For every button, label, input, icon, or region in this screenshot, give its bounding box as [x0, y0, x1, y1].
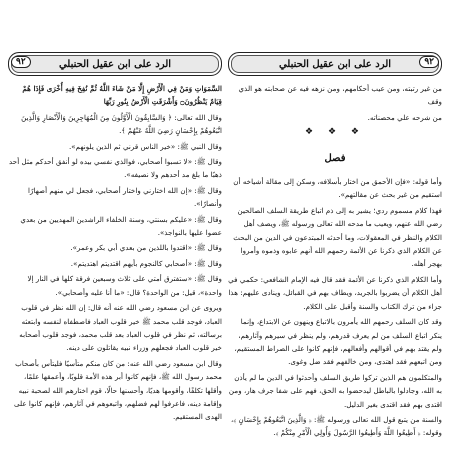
right-intro-2: من شرحه علي محصناته. [367, 112, 442, 122]
section-title: فصل [324, 152, 346, 164]
right-paragraph: وقد كان السلف رحمهم الله يأمرون بالاتباع وينهون عن الابتداع، وإنما ينكر اتباع السلف من لم يعرف قدرهم، ولم ينظر في سيرهم وآثارهم، ولم يقتد بهم في أقوالهم وأفعالهم، فإنهم كانوا على الصراط المستقيم، ومن اتبعهم فقد اهتدى، ومن خالفهم فقد ضل وغوى. [234, 317, 442, 367]
left-paragraph: وقال ﷺ: «لا تسبوا أصحابي، فوالذي نفسي بيده لو أنفق أحدكم مثل أحد ذهبًا ما بلغ مد أحدهم ولا نصيفه». [9, 157, 222, 180]
right-paragraph: وأما قوله: «فإن الأحمق من اختار بأسلافه، وسكن إلى مقالة أشياخه أن استقيم من غير بحث عن مقالتهم». [233, 177, 442, 200]
left-paragraph: وقال ﷺ: «ستفترق أمتي على ثلاث وسبعين فرقة كلها في النار إلا واحدة»، قيل: من الواحدة؟ قال: «ما أنا عليه وأصحابي». [27, 274, 222, 297]
left-paragraph: وقال الله تعالى: ﴿ وَالسَّابِقُونَ الْأَوَّلُونَ مِنَ الْمُهَاجِرِينَ وَالْأَنْصَارِ وَالَّذِينَ اتَّبَعُوهُمْ بِإِحْسَانٍ رَضِيَ اللَّهُ عَنْهُمْ ﴾. [21, 112, 222, 136]
right-intro: من غير رتبته، ومن عيب أحكامهم، ومن نزهه فيه عن صحابته هو الذي وقف [238, 84, 442, 107]
section-ornament: ❖ ❖ ❖ [305, 127, 365, 138]
right-paragraph: فهذا كلام مسموم ردي؛ يشير به إلى ذم اتباع طريقة السلف الصالحين رضي الله عنهم، ويعيب ما مدحه الله تعالى ورسوله ﷺ، ويصف أهل الكلام والنظر في المعقولات، وما أحدثه المبتدعون في الدين من البحث عن الكلام الذي ذكرنا عن الأئمة رحمهم الله أنهم عابوه وذموه وأمروا بهجر أهله. [233, 205, 442, 269]
left-paragraph: وقال ﷺ: «عليكم بسنتي، وسنة الخلفاء الراشدين المهديين من بعدي عضوا عليها بالنواجذ». [20, 214, 222, 238]
left-header-title: الرد على ابن عقيل الحنبلي [58, 58, 172, 70]
left-page-number: ٩٢ [11, 56, 31, 68]
left-paragraph: ويروى عن ابن مسعود رضي الله عنه أنه قال: إن الله نظر في قلوب العباد، فوجد قلب محمد ﷺ خير قلوب العباد فاصطفاه لنفسه وابتعثه برسالته، ثم نظر في قلوب العباد بعد قلب محمد، فوجد قلوب أصحابه خير قلوب العباد فجعلهم وزراء نبيه يقاتلون على دينه. [19, 303, 222, 353]
right-page [228, 52, 442, 444]
right-page-body [228, 82, 442, 440]
left-page-header [8, 52, 222, 76]
right-header-title: الرد على ابن عقيل الحنبلي [278, 58, 392, 70]
right-page-header [228, 52, 442, 76]
right-paragraph: والمتكلمون هم الذين تركوا طريق السلف وأحدثوا في الدين ما لم يأذن به الله، وجادلوا بالباطل ليدحضوا به الحق، فهم على شفا جرف هار، ومن اقتدى بهم فقد اقتدى بغير الدليل. [228, 372, 442, 409]
left-paragraph: السَّمَوَاتِ وَمَنْ فِي الْأَرْضِ إِلَّا مَنْ شَاءَ اللَّهُ ثُمَّ نُفِخَ فِيهِ أُخْرَى فَإِذَا هُمْ قِيَامٌ يَنْظُرُونَ۝ وَأَشْرَقَتِ الْأَرْضُ بِنُورِ رَبِّهَا [22, 84, 222, 107]
left-paragraph: وقال ﷺ: «اقتدوا باللذين من بعدي أبي بكر وعمر». [70, 243, 222, 253]
left-paragraph: وقال ابن مسعود رضي الله عنه: من كان منكم متأسيًا فليتأس بأصحاب محمد رسول الله ﷺ، فإنهم كانوا أبر هذه الأمة قلوبًا، وأعمقها علمًا، وأقلها تكلفًا، وأقومها هديًا، وأحسنها حالًا، قوم اختارهم الله لصحبة نبيه وإقامة دينه، فاعرفوا لهم فضلهم، واتبعوهم في آثارهم، فإنهم كانوا على الهدى المستقيم. [13, 358, 222, 422]
left-paragraph: وقال ﷺ: «أصحابي كالنجوم بأيهم اقتديتم اهتديتم». [70, 258, 222, 268]
left-page [8, 52, 222, 444]
left-paragraph: وقال ﷺ: «إن الله اختارني واختار أصحابي، فجعل لي منهم أصهارًا وأنصارًا». [28, 185, 222, 209]
right-paragraph: وأما الكلام الذي ذكرنا عن الأئمة فقد قال فيه الإمام الشافعي: حكمي في أهل الكلام أن يضربوا بالجريد، ويطاف بهم في القبائل، وينادى عليهم: هذا جزاء من ترك الكتاب والسنة وأقبل على الكلام. [228, 274, 442, 311]
right-page-number: ٩٢ [419, 56, 439, 68]
left-paragraph: وقال النبي ﷺ: «خير الناس قرني ثم الذين يلونهم». [69, 141, 222, 151]
right-paragraph: والسنة من يتبع قول الله تعالى ورسوله ﷺ: ﴿ وَالَّذِينَ اتَّبَعُوهُمْ بِإِحْسَانٍ ﴾، وقوله: ﴿ أَطِيعُوا اللَّهَ وَأَطِيعُوا الرَّسُولَ وَأُولِي الْأَمْرِ مِنْكُمْ ﴾. [230, 414, 442, 438]
left-page-body [8, 82, 222, 424]
